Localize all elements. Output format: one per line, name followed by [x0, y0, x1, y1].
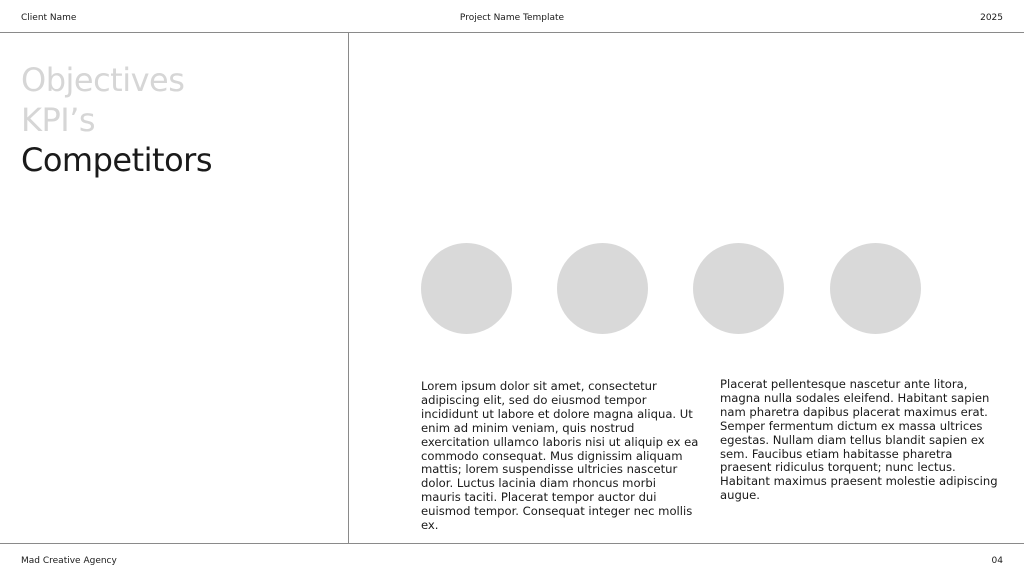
- nav-item-kpis[interactable]: KPI’s: [21, 101, 96, 139]
- section-nav: [21, 60, 212, 180]
- year: 2025: [980, 13, 1003, 23]
- body-text-2: Placerat pellentesque nascetur ante litora, magna nulla sodales eleifend. Habitant sapien nam pharetra dapibus placerat maximus erat. Semper fermentum dictum ex massa ultrices egestas. Nullam diam tellus blandit sapien ex sem. Faucibus etiam habitasse pharetra praesent ridiculus torquent; nunc lectus. Habitant maximus praesent molestie adipiscing augue.: [720, 377, 998, 503]
- client-name: Client Name: [21, 13, 77, 23]
- agency-name: Mad Creative Agency: [21, 556, 117, 566]
- nav-item-objectives[interactable]: Objectives: [21, 61, 185, 99]
- vertical-divider: [348, 33, 349, 543]
- nav-item-competitors[interactable]: Competitors: [21, 141, 212, 179]
- body-text-1: Lorem ipsum dolor sit amet, consectetur adipiscing elit, sed do eiusmod tempor incididunt ut labore et dolore magna aliqua. Ut enim ad minim veniam, quis nostrud exercitation ullamco laboris nisi ut aliquip ex ea commodo consequat. Mus dignissim aliquam mattis; lorem suspendisse ultricies nascetur dolor. Luctus lacinia diam rhoncus morbi mauris taciti. Placerat tempor auctor dui euismod tempor. Consequat integer nec mollis ex.: [421, 379, 699, 533]
- page-number: 04: [991, 556, 1003, 566]
- header-bar: [0, 0, 1024, 33]
- competitor-logo-placeholder-4: [830, 243, 921, 334]
- footer-bar: [0, 544, 1024, 576]
- competitor-logo-placeholder-3: [693, 243, 784, 334]
- project-name: Project Name Template: [459, 13, 565, 23]
- competitor-logo-placeholder-2: [557, 243, 648, 334]
- competitor-logo-placeholder-1: [421, 243, 512, 334]
